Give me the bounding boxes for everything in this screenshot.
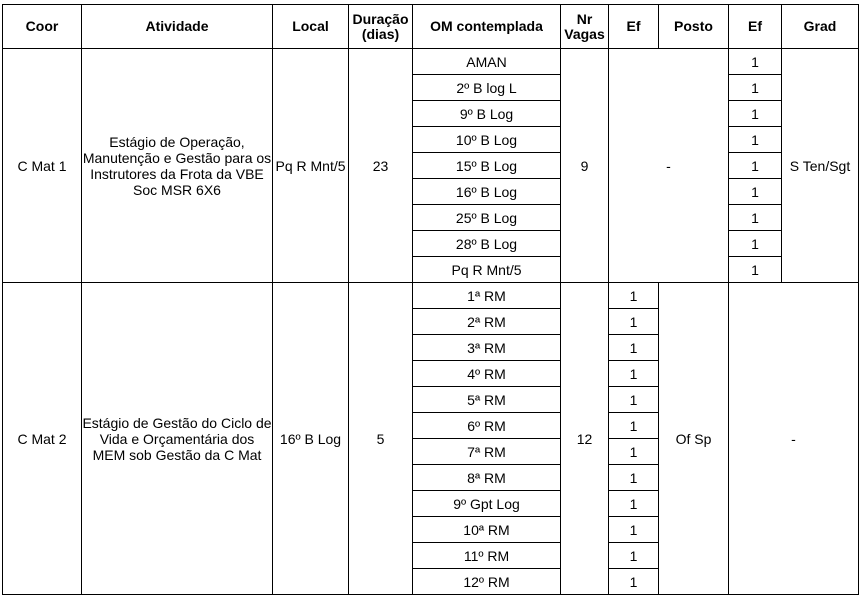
om-cell: 9º Gpt Log [413, 491, 561, 517]
om-cell: 2ª RM [413, 309, 561, 335]
ef-cell: 1 [609, 491, 659, 517]
header-vagas-line1: Nr [576, 10, 593, 27]
header-grad: Grad [782, 5, 859, 49]
header-duracao [349, 5, 413, 49]
header-local: Local [273, 5, 349, 49]
om-cell: 3ª RM [413, 335, 561, 361]
om-cell: 10ª RM [413, 517, 561, 543]
header-duracao-line1: Duração [352, 10, 409, 27]
header-atividade: Atividade [82, 5, 273, 49]
om-cell: 5ª RM [413, 387, 561, 413]
posto-cell: Of Sp [659, 283, 729, 595]
atividade-cell: Estágio de Gestão do Ciclo de Vida e Orçamentária dos MEM sob Gestão da C Mat [82, 283, 273, 595]
ef-cell: 1 [729, 75, 782, 101]
om-cell: 12º RM [413, 569, 561, 595]
om-cell: 2º B log L [413, 75, 561, 101]
atividade-cell: Estágio de Operação, Manutenção e Gestão para os Instrutores da Frota da VBE Soc MSR 6X6 [82, 49, 273, 283]
activities-table [2, 4, 859, 595]
om-cell: 25º B Log [413, 205, 561, 231]
ef-cell: 1 [729, 127, 782, 153]
ef-cell: 1 [609, 413, 659, 439]
ef-cell: 1 [609, 543, 659, 569]
header-row [3, 5, 859, 49]
ef-cell: 1 [609, 517, 659, 543]
om-cell: 1ª RM [413, 283, 561, 309]
om-cell: AMAN [413, 49, 561, 75]
header-ef-sergeants: Ef [729, 5, 782, 49]
om-cell: 7ª RM [413, 439, 561, 465]
ef-cell: 1 [609, 569, 659, 595]
ef-cell: 1 [609, 309, 659, 335]
local-cell: Pq R Mnt/5 [273, 49, 349, 283]
ef-cell: 1 [729, 231, 782, 257]
coor-cell: C Mat 1 [3, 49, 82, 283]
header-coor: Coor [3, 5, 82, 49]
om-cell: 15º B Log [413, 153, 561, 179]
vagas-cell: 12 [561, 283, 609, 595]
om-cell: 9º B Log [413, 101, 561, 127]
ef-cell: 1 [609, 465, 659, 491]
table-row [3, 49, 859, 75]
om-cell: 8ª RM [413, 465, 561, 491]
ef-cell: 1 [729, 205, 782, 231]
grad-cell: - [729, 283, 859, 595]
om-cell: 10º B Log [413, 127, 561, 153]
local-cell: 16º B Log [273, 283, 349, 595]
ef-cell: 1 [609, 283, 659, 309]
header-vagas-line2: Vagas [564, 25, 605, 42]
duracao-cell: 23 [349, 49, 413, 283]
header-ef-officers: Ef [609, 5, 659, 49]
om-cell: 11º RM [413, 543, 561, 569]
om-cell: 16º B Log [413, 179, 561, 205]
om-cell: Pq R Mnt/5 [413, 257, 561, 283]
ef-cell: 1 [729, 49, 782, 75]
om-cell: 4º RM [413, 361, 561, 387]
ef-cell: 1 [609, 439, 659, 465]
grad-cell: S Ten/Sgt [782, 49, 859, 283]
ef-cell: 1 [609, 387, 659, 413]
ef-cell: 1 [729, 101, 782, 127]
header-posto: Posto [659, 5, 729, 49]
duracao-cell: 5 [349, 283, 413, 595]
ef-cell: 1 [729, 153, 782, 179]
table-row [3, 283, 859, 309]
om-cell: 6º RM [413, 413, 561, 439]
header-duracao-line2: (dias) [361, 25, 400, 42]
ef-cell: 1 [609, 361, 659, 387]
ef-cell: 1 [609, 335, 659, 361]
vagas-cell: 9 [561, 49, 609, 283]
header-om: OM contemplada [413, 5, 561, 49]
ef-cell: 1 [729, 179, 782, 205]
om-cell: 28º B Log [413, 231, 561, 257]
header-vagas [561, 5, 609, 49]
coor-cell: C Mat 2 [3, 283, 82, 595]
posto-cell: - [609, 49, 729, 283]
ef-cell: 1 [729, 257, 782, 283]
